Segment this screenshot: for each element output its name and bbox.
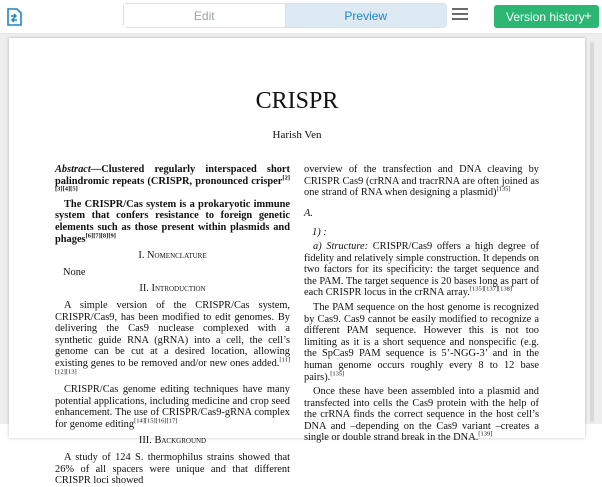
section-introduction-heading: II. Introduction [139,283,206,295]
pam-cite[interactable]: [135] [330,370,345,378]
abstract-second [55,199,290,245]
right-column [304,164,539,444]
background-paragraph-1: A study of 124 S. thermophilus strains showed that 26% of all spacers were unique and that different CRISPR loci showed [55,452,290,487]
version-history-label: Version history [506,9,585,24]
section-background-heading: III. Background [138,435,207,447]
once-paragraph [304,386,539,444]
pam-text: The PAM sequence on the host genome is recognized by Cas9. Cas9 cannot be easily modified to recognize a different PAM sequence. However this is not too limiting as it is a short sequence and nonspecific (e.g. the SpCas9 PAM sequence is 5’-NGG-3’ and in the human genome occurs roughly every 8 to 12 base pairs). [304,301,539,383]
abstract-line2: The CRISPR/Cas system is a prokaryotic immune system that confers resistance to foreign genetic elements such as those present within plasmids and phages [55,198,290,245]
structure-text: CRISPR/Cas9 offers a high degree of fidelity and relatively simple construction. It depends on two factors for its specificity: the target sequence and the PAM. The target sequence is 20 bases long as part of each CRISPR locus in the crRNA array. [304,240,540,299]
plus-icon[interactable]: + [584,8,592,23]
subsection-a-heading: A. [304,207,313,219]
nomenclature-body: None [63,266,86,278]
structure-lead: a) Structure: [313,240,369,252]
tab-edit[interactable]: Edit [124,4,286,27]
toolbar [0,0,602,34]
intro-paragraph-1 [55,300,290,381]
intro-p2-text: CRISPR/Cas genome editing techniques have many potential applications, including medicine and crop seed enhancement. The use of CRISPR/Cas9-gRNA complex for genome editing [55,384,290,430]
version-history-button[interactable] [494,5,599,28]
document-sync-icon[interactable] [5,8,23,26]
hamburger-menu-icon[interactable] [452,8,468,22]
subsubsection-1-heading: 1) : [312,227,327,239]
edit-preview-toggle [123,3,447,28]
scrollbar[interactable] [590,42,594,422]
left-column [55,164,290,487]
paper-title: CRISPR [255,88,339,114]
abstract-lead: Abstract [55,164,91,175]
once-cite[interactable]: [139] [478,431,493,438]
structure-cite[interactable]: [135][137][138] [469,285,513,293]
intro-p2-cite[interactable]: [14][15][16][17] [134,417,178,425]
once-text: Once these have been assembled into a plasmid and transfected into cells the Cas9 protein with the help of the crRNA finds the correct sequence in the host cell’s DNA and –depending on the Cas9 variant –creates a single or double strand break in the DNA. [304,386,539,444]
intro-p1-text: A simple version of the CRISPR/Cas system, CRISPR/Cas9, has been modified to edit genomes. By delivering the Cas9 nuclease complexed with a synthetic guide RNA (gRNA) into a cell, the cell’s genome can be cut at a desired location, allowing existing genes to be removed and/or new ones added. [55,299,290,369]
intro-paragraph-2 [55,384,290,430]
preview-pane[interactable] [0,34,602,487]
section-nomenclature-heading: I. Nomenclature [138,250,207,262]
tab-preview[interactable]: Preview [286,4,447,27]
continued-paragraph [304,164,539,199]
paper-author: Harish Ven [272,129,322,141]
continued-cite[interactable]: [135] [496,185,511,193]
abstract-line1: —Clustered regularly interspaced short palindromic repeats (CRISPR, pronounced crisper [55,164,290,187]
abstract-cite2[interactable]: [6][7][8][9] [85,232,116,240]
continued-text: overview of the transfection and DNA cleaving by CRISPR Cas9 (crRNA and tracrRNA are often joined as one strand of RNA when designing a plasmid) [304,164,539,199]
structure-paragraph [304,241,539,299]
intro-p1-cite[interactable]: [11][12][13] [55,356,290,376]
pam-paragraph [304,302,539,383]
abstract [55,164,290,199]
abstract-cite1[interactable]: [2][3][4][5] [55,174,290,193]
document-page [9,38,585,487]
